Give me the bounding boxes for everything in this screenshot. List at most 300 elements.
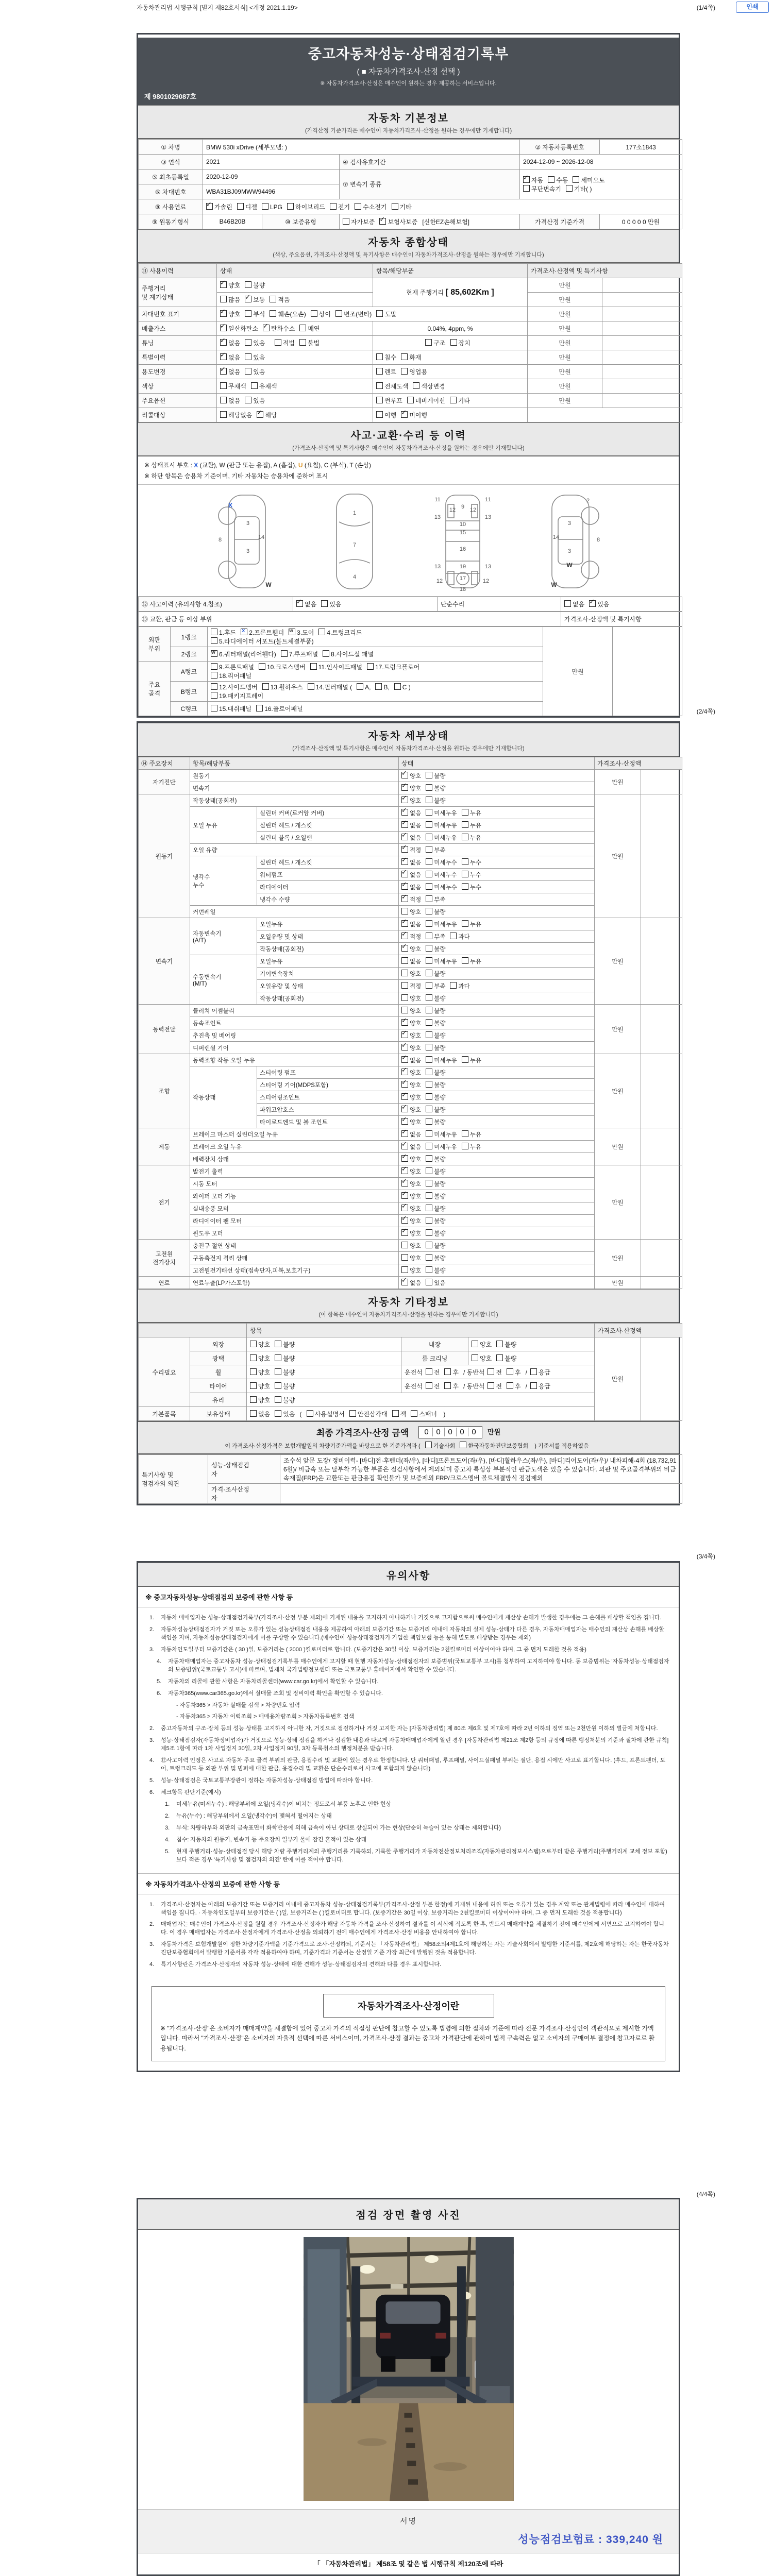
checkbox[interactable]	[245, 397, 251, 403]
checkbox-option[interactable]	[462, 858, 481, 867]
checkbox-option[interactable]	[310, 663, 362, 671]
checkbox[interactable]	[426, 933, 432, 939]
checkbox[interactable]	[375, 683, 382, 690]
checkbox[interactable]	[376, 353, 383, 360]
checkbox[interactable]	[376, 411, 383, 418]
checkbox-option[interactable]	[496, 1340, 516, 1349]
checkbox-option[interactable]	[401, 917, 422, 928]
checkbox[interactable]	[220, 382, 227, 389]
checkbox-option[interactable]	[256, 704, 303, 713]
checkbox-option[interactable]	[426, 1368, 440, 1377]
checkbox-option[interactable]	[401, 793, 422, 805]
checkbox-option[interactable]	[401, 892, 422, 904]
checkbox-option[interactable]	[426, 858, 457, 867]
checkbox[interactable]: ✓	[401, 834, 408, 840]
checkbox-option[interactable]	[426, 933, 445, 941]
checkbox-option[interactable]	[289, 628, 314, 637]
checkbox[interactable]	[259, 663, 265, 670]
checkbox[interactable]: ✓	[401, 920, 408, 927]
checkbox[interactable]	[330, 203, 337, 210]
checkbox[interactable]	[444, 1382, 451, 1389]
checkbox-option[interactable]	[523, 184, 561, 193]
checkbox[interactable]	[211, 672, 217, 679]
checkbox-option[interactable]	[488, 1368, 502, 1377]
checkbox[interactable]: ✓	[220, 281, 227, 288]
checkbox[interactable]	[444, 1368, 451, 1375]
checkbox-option[interactable]	[401, 1266, 421, 1275]
checkbox[interactable]	[426, 858, 432, 865]
checkbox-option[interactable]	[275, 1396, 295, 1404]
checkbox-option[interactable]	[426, 994, 445, 1003]
checkbox[interactable]	[275, 1368, 281, 1375]
checkbox[interactable]: ✓	[401, 1155, 408, 1162]
checkbox[interactable]: w	[289, 629, 295, 635]
checkbox-option[interactable]	[462, 809, 481, 817]
checkbox-option[interactable]	[220, 295, 240, 304]
checkbox[interactable]	[245, 353, 251, 360]
checkbox-option[interactable]	[237, 202, 257, 211]
checkbox-option[interactable]	[308, 683, 352, 691]
checkbox[interactable]	[426, 957, 432, 964]
checkbox[interactable]	[460, 1442, 466, 1448]
checkbox[interactable]	[376, 310, 383, 317]
checkbox-option[interactable]	[245, 338, 265, 347]
checkbox-option[interactable]	[401, 1103, 422, 1114]
checkbox-option[interactable]	[401, 1226, 422, 1238]
checkbox-option[interactable]	[488, 1382, 502, 1391]
checkbox-option[interactable]	[426, 1242, 445, 1250]
checkbox[interactable]	[450, 397, 457, 403]
checkbox[interactable]	[426, 1130, 432, 1137]
checkbox-option[interactable]	[262, 203, 282, 211]
checkbox-option[interactable]	[401, 1078, 422, 1089]
checkbox-option[interactable]	[450, 338, 470, 347]
checkbox-option[interactable]	[275, 338, 295, 347]
checkbox-option[interactable]	[401, 1090, 422, 1101]
checkbox-option[interactable]	[401, 957, 421, 965]
checkbox-option[interactable]	[507, 1382, 521, 1391]
checkbox[interactable]	[426, 1229, 432, 1236]
checkbox-option[interactable]	[376, 353, 396, 362]
checkbox-option[interactable]	[250, 1354, 270, 1363]
checkbox-option[interactable]	[296, 600, 316, 608]
checkbox[interactable]: ✓	[401, 846, 408, 853]
checkbox-option[interactable]	[376, 396, 402, 405]
checkbox[interactable]	[462, 834, 468, 840]
checkbox-option[interactable]	[401, 855, 422, 867]
checkbox-option[interactable]	[379, 217, 417, 226]
checkbox[interactable]	[426, 1106, 432, 1112]
checkbox-option[interactable]	[250, 1382, 270, 1391]
checkbox[interactable]: ✓	[401, 858, 408, 865]
checkbox-option[interactable]	[496, 1354, 516, 1363]
checkbox-option[interactable]	[401, 942, 422, 953]
checkbox-option[interactable]	[411, 1410, 437, 1418]
checkbox[interactable]	[270, 296, 276, 302]
checkbox-option[interactable]	[220, 281, 240, 290]
checkbox-option[interactable]	[401, 1214, 422, 1225]
checkbox-option[interactable]	[401, 868, 422, 879]
checkbox-option[interactable]	[401, 1201, 422, 1213]
checkbox[interactable]	[426, 970, 432, 976]
checkbox[interactable]	[311, 310, 317, 317]
checkbox[interactable]	[220, 397, 227, 403]
checkbox-option[interactable]	[245, 396, 265, 405]
checkbox[interactable]: ✓	[401, 1130, 408, 1137]
checkbox[interactable]: ✓	[401, 1118, 408, 1125]
checkbox[interactable]	[343, 218, 349, 225]
checkbox[interactable]	[392, 203, 398, 210]
checkbox-option[interactable]	[220, 324, 258, 333]
checkbox-option[interactable]	[376, 382, 408, 391]
checkbox-option[interactable]	[426, 1130, 457, 1139]
checkbox[interactable]: w	[211, 650, 217, 657]
checkbox[interactable]	[426, 1279, 432, 1285]
checkbox-option[interactable]	[281, 650, 318, 658]
checkbox-option[interactable]	[401, 1140, 422, 1151]
checkbox[interactable]	[323, 650, 329, 657]
checkbox[interactable]	[426, 1019, 432, 1026]
checkbox-option[interactable]	[426, 1279, 445, 1287]
checkbox-option[interactable]	[250, 1340, 270, 1349]
checkbox-option[interactable]	[413, 382, 445, 391]
checkbox[interactable]	[426, 1242, 432, 1248]
checkbox[interactable]: ✓	[220, 310, 227, 317]
checkbox-option[interactable]	[426, 1056, 457, 1064]
checkbox-option[interactable]	[426, 1143, 457, 1151]
checkbox[interactable]	[507, 1368, 513, 1375]
checkbox[interactable]	[310, 663, 317, 670]
checkbox[interactable]	[462, 957, 468, 964]
checkbox-option[interactable]	[401, 929, 422, 941]
checkbox[interactable]	[262, 683, 269, 690]
checkbox-option[interactable]	[462, 834, 481, 842]
checkbox-option[interactable]	[357, 683, 371, 691]
checkbox-option[interactable]	[523, 173, 544, 184]
checkbox-option[interactable]	[450, 982, 469, 990]
checkbox[interactable]	[401, 908, 408, 914]
checkbox-option[interactable]	[275, 1368, 295, 1377]
checkbox[interactable]	[401, 1266, 408, 1273]
checkbox-option[interactable]	[462, 920, 481, 928]
checkbox[interactable]: ✓	[401, 1093, 408, 1100]
checkbox-option[interactable]	[321, 600, 341, 608]
checkbox[interactable]	[401, 353, 408, 360]
checkbox-option[interactable]	[330, 202, 350, 211]
checkbox-option[interactable]	[462, 871, 481, 879]
checkbox-option[interactable]	[548, 176, 568, 184]
checkbox-option[interactable]	[401, 831, 422, 842]
checkbox[interactable]	[450, 339, 457, 346]
checkbox[interactable]: ✓	[401, 772, 408, 778]
checkbox-option[interactable]	[270, 295, 290, 304]
checkbox-option[interactable]	[426, 957, 457, 965]
checkbox[interactable]: ✓	[401, 1031, 408, 1038]
checkbox[interactable]	[426, 834, 432, 840]
checkbox-option[interactable]	[335, 310, 372, 318]
checkbox[interactable]	[426, 784, 432, 791]
checkbox[interactable]	[426, 920, 432, 927]
checkbox-option[interactable]	[367, 663, 419, 671]
checkbox-option[interactable]	[426, 1007, 445, 1015]
checkbox[interactable]	[376, 382, 383, 389]
checkbox[interactable]	[425, 339, 432, 346]
checkbox[interactable]	[426, 1368, 432, 1375]
checkbox-option[interactable]	[275, 1354, 295, 1363]
checkbox[interactable]	[281, 650, 288, 657]
checkbox-option[interactable]	[241, 628, 284, 637]
checkbox-option[interactable]	[287, 202, 325, 211]
checkbox[interactable]	[220, 296, 227, 302]
checkbox-option[interactable]	[307, 1410, 345, 1418]
checkbox-option[interactable]	[220, 338, 240, 347]
checkbox[interactable]	[250, 1382, 257, 1389]
checkbox-option[interactable]	[275, 1410, 295, 1418]
checkbox-option[interactable]	[401, 1065, 422, 1077]
checkbox-option[interactable]	[401, 994, 421, 1003]
checkbox[interactable]	[407, 397, 414, 403]
checkbox[interactable]	[426, 1031, 432, 1038]
checkbox[interactable]	[426, 1266, 432, 1273]
checkbox-option[interactable]	[401, 1242, 421, 1250]
checkbox-option[interactable]	[530, 1368, 550, 1377]
checkbox-option[interactable]	[401, 1189, 422, 1200]
checkbox-option[interactable]	[530, 1382, 550, 1391]
checkbox-option[interactable]	[401, 367, 427, 376]
checkbox-option[interactable]	[375, 683, 389, 691]
checkbox[interactable]: ✓	[401, 784, 408, 791]
checkbox[interactable]: ✓	[220, 325, 227, 331]
checkbox-option[interactable]	[425, 338, 445, 347]
checkbox-option[interactable]	[401, 880, 422, 891]
checkbox-option[interactable]	[462, 1056, 481, 1064]
checkbox-option[interactable]	[426, 908, 445, 916]
checkbox[interactable]	[426, 908, 432, 914]
checkbox-option[interactable]	[245, 281, 265, 290]
checkbox-option[interactable]	[401, 769, 422, 780]
checkbox[interactable]	[472, 1354, 478, 1361]
checkbox[interactable]	[426, 1081, 432, 1088]
checkbox-option[interactable]	[275, 1340, 295, 1349]
checkbox-option[interactable]	[407, 396, 445, 405]
checkbox[interactable]	[426, 871, 432, 877]
checkbox[interactable]: ✓	[401, 1192, 408, 1199]
checkbox[interactable]	[530, 1382, 537, 1389]
checkbox-option[interactable]	[426, 1031, 445, 1040]
checkbox-option[interactable]	[462, 821, 481, 829]
checkbox[interactable]: ✓	[401, 1217, 408, 1224]
checkbox-option[interactable]	[426, 796, 445, 805]
checkbox[interactable]	[245, 310, 251, 317]
checkbox-option[interactable]	[426, 1093, 445, 1101]
checkbox-option[interactable]	[573, 176, 604, 184]
checkbox[interactable]	[245, 368, 251, 375]
checkbox-option[interactable]	[460, 1442, 528, 1450]
checkbox-option[interactable]	[220, 382, 246, 391]
checkbox-option[interactable]	[245, 295, 265, 304]
checkbox[interactable]	[530, 1368, 537, 1375]
checkbox-option[interactable]	[401, 818, 422, 829]
checkbox[interactable]: ✓	[401, 1106, 408, 1112]
checkbox[interactable]	[287, 203, 294, 210]
checkbox-option[interactable]	[426, 945, 445, 953]
checkbox-option[interactable]	[270, 310, 306, 318]
checkbox-option[interactable]	[376, 367, 396, 376]
checkbox-option[interactable]	[250, 1368, 270, 1377]
checkbox[interactable]	[321, 600, 328, 607]
checkbox-option[interactable]	[220, 353, 240, 362]
checkbox[interactable]	[411, 1410, 417, 1417]
checkbox[interactable]: ✓	[220, 353, 227, 360]
checkbox-option[interactable]	[220, 396, 240, 405]
checkbox[interactable]	[275, 1410, 281, 1417]
print-button[interactable]: 인쇄	[736, 2, 769, 13]
checkbox[interactable]: ✓	[401, 809, 408, 816]
checkbox[interactable]	[426, 1217, 432, 1224]
checkbox[interactable]: ✓	[523, 176, 530, 183]
checkbox[interactable]	[250, 1368, 257, 1375]
checkbox-option[interactable]	[462, 1130, 481, 1139]
checkbox-option[interactable]	[318, 628, 362, 637]
checkbox-option[interactable]	[211, 663, 254, 671]
checkbox[interactable]	[307, 1410, 313, 1417]
checkbox[interactable]: ✓	[401, 895, 408, 902]
checkbox[interactable]: ✓	[401, 1205, 408, 1211]
checkbox[interactable]	[250, 1410, 257, 1417]
checkbox[interactable]	[413, 382, 419, 389]
checkbox-option[interactable]	[401, 806, 422, 817]
checkbox[interactable]	[401, 1242, 408, 1248]
checkbox-option[interactable]	[401, 1007, 421, 1015]
checkbox-option[interactable]	[245, 353, 265, 362]
checkbox-option[interactable]	[426, 1254, 445, 1262]
checkbox[interactable]	[299, 339, 306, 346]
checkbox[interactable]	[426, 1205, 432, 1211]
checkbox-option[interactable]	[250, 1396, 270, 1404]
checkbox[interactable]: ✓	[401, 821, 408, 828]
checkbox[interactable]	[472, 1341, 478, 1347]
checkbox-option[interactable]	[275, 1382, 295, 1391]
checkbox-option[interactable]	[401, 982, 421, 990]
checkbox[interactable]: ✓	[401, 1279, 408, 1285]
checkbox-option[interactable]	[425, 1442, 456, 1450]
checkbox[interactable]	[376, 397, 383, 403]
checkbox[interactable]	[425, 1442, 432, 1448]
checkbox-option[interactable]	[426, 1217, 445, 1225]
checkbox-option[interactable]	[355, 202, 386, 211]
checkbox[interactable]	[394, 683, 401, 690]
checkbox[interactable]	[401, 994, 408, 1001]
checkbox[interactable]	[245, 339, 251, 346]
checkbox-option[interactable]	[426, 846, 445, 854]
checkbox[interactable]	[426, 994, 432, 1001]
checkbox[interactable]	[401, 1007, 408, 1013]
checkbox[interactable]	[462, 920, 468, 927]
checkbox[interactable]	[426, 1382, 432, 1389]
checkbox[interactable]	[275, 1396, 281, 1403]
checkbox-option[interactable]	[426, 1167, 445, 1176]
checkbox[interactable]	[426, 1056, 432, 1063]
checkbox-option[interactable]	[211, 691, 263, 700]
checkbox[interactable]	[450, 933, 457, 939]
checkbox[interactable]	[256, 705, 263, 711]
checkbox-option[interactable]	[401, 1127, 422, 1139]
checkbox[interactable]	[507, 1382, 513, 1389]
checkbox-option[interactable]	[250, 1410, 270, 1418]
checkbox[interactable]	[426, 809, 432, 816]
checkbox[interactable]	[220, 411, 227, 418]
checkbox-option[interactable]	[392, 1410, 407, 1418]
checkbox-option[interactable]	[376, 310, 396, 318]
checkbox[interactable]	[237, 203, 244, 210]
checkbox[interactable]	[401, 957, 408, 964]
checkbox[interactable]	[308, 683, 314, 690]
checkbox-option[interactable]	[343, 217, 375, 226]
checkbox[interactable]	[450, 982, 457, 989]
checkbox[interactable]: ✓	[296, 600, 303, 607]
checkbox-option[interactable]	[211, 671, 251, 680]
checkbox-option[interactable]	[462, 883, 481, 891]
checkbox[interactable]: ✓	[401, 1143, 408, 1149]
checkbox[interactable]	[426, 883, 432, 890]
checkbox-option[interactable]	[444, 1382, 459, 1391]
checkbox-option[interactable]	[323, 650, 374, 658]
checkbox-option[interactable]	[426, 1019, 445, 1027]
checkbox-option[interactable]	[401, 1053, 422, 1064]
checkbox-option[interactable]	[426, 821, 457, 829]
checkbox-option[interactable]	[211, 650, 276, 658]
checkbox-option[interactable]	[211, 683, 258, 691]
checkbox[interactable]	[426, 1069, 432, 1075]
checkbox-option[interactable]	[426, 784, 445, 792]
checkbox-option[interactable]	[211, 704, 251, 713]
checkbox-option[interactable]	[426, 1180, 445, 1188]
checkbox[interactable]	[211, 692, 217, 699]
checkbox-option[interactable]	[450, 396, 470, 405]
checkbox-option[interactable]	[507, 1368, 521, 1377]
checkbox-option[interactable]	[472, 1354, 492, 1363]
checkbox-option[interactable]	[450, 933, 469, 941]
checkbox[interactable]	[426, 1155, 432, 1162]
checkbox[interactable]	[426, 846, 432, 853]
checkbox[interactable]	[275, 1354, 281, 1361]
checkbox-option[interactable]	[426, 871, 457, 879]
checkbox[interactable]: ✓	[220, 368, 227, 375]
checkbox[interactable]	[262, 203, 268, 210]
checkbox-option[interactable]	[462, 957, 481, 965]
checkbox[interactable]: ✓	[401, 796, 408, 803]
checkbox-option[interactable]	[220, 411, 252, 419]
checkbox[interactable]	[426, 945, 432, 952]
checkbox[interactable]: ✓	[220, 339, 227, 346]
checkbox[interactable]	[548, 176, 554, 183]
checkbox[interactable]: ✓	[245, 296, 251, 302]
checkbox-option[interactable]	[401, 1028, 422, 1040]
checkbox-option[interactable]	[426, 809, 457, 817]
checkbox[interactable]	[426, 1180, 432, 1187]
checkbox[interactable]: ✓	[401, 1044, 408, 1050]
checkbox[interactable]	[401, 368, 408, 375]
checkbox-option[interactable]	[401, 353, 421, 362]
checkbox-option[interactable]	[257, 411, 277, 419]
checkbox-option[interactable]	[245, 310, 265, 318]
checkbox[interactable]	[426, 772, 432, 778]
checkbox[interactable]	[426, 1093, 432, 1100]
checkbox-option[interactable]	[401, 1254, 421, 1262]
checkbox-option[interactable]	[426, 1205, 445, 1213]
checkbox-option[interactable]	[426, 1229, 445, 1238]
checkbox[interactable]	[401, 970, 408, 976]
